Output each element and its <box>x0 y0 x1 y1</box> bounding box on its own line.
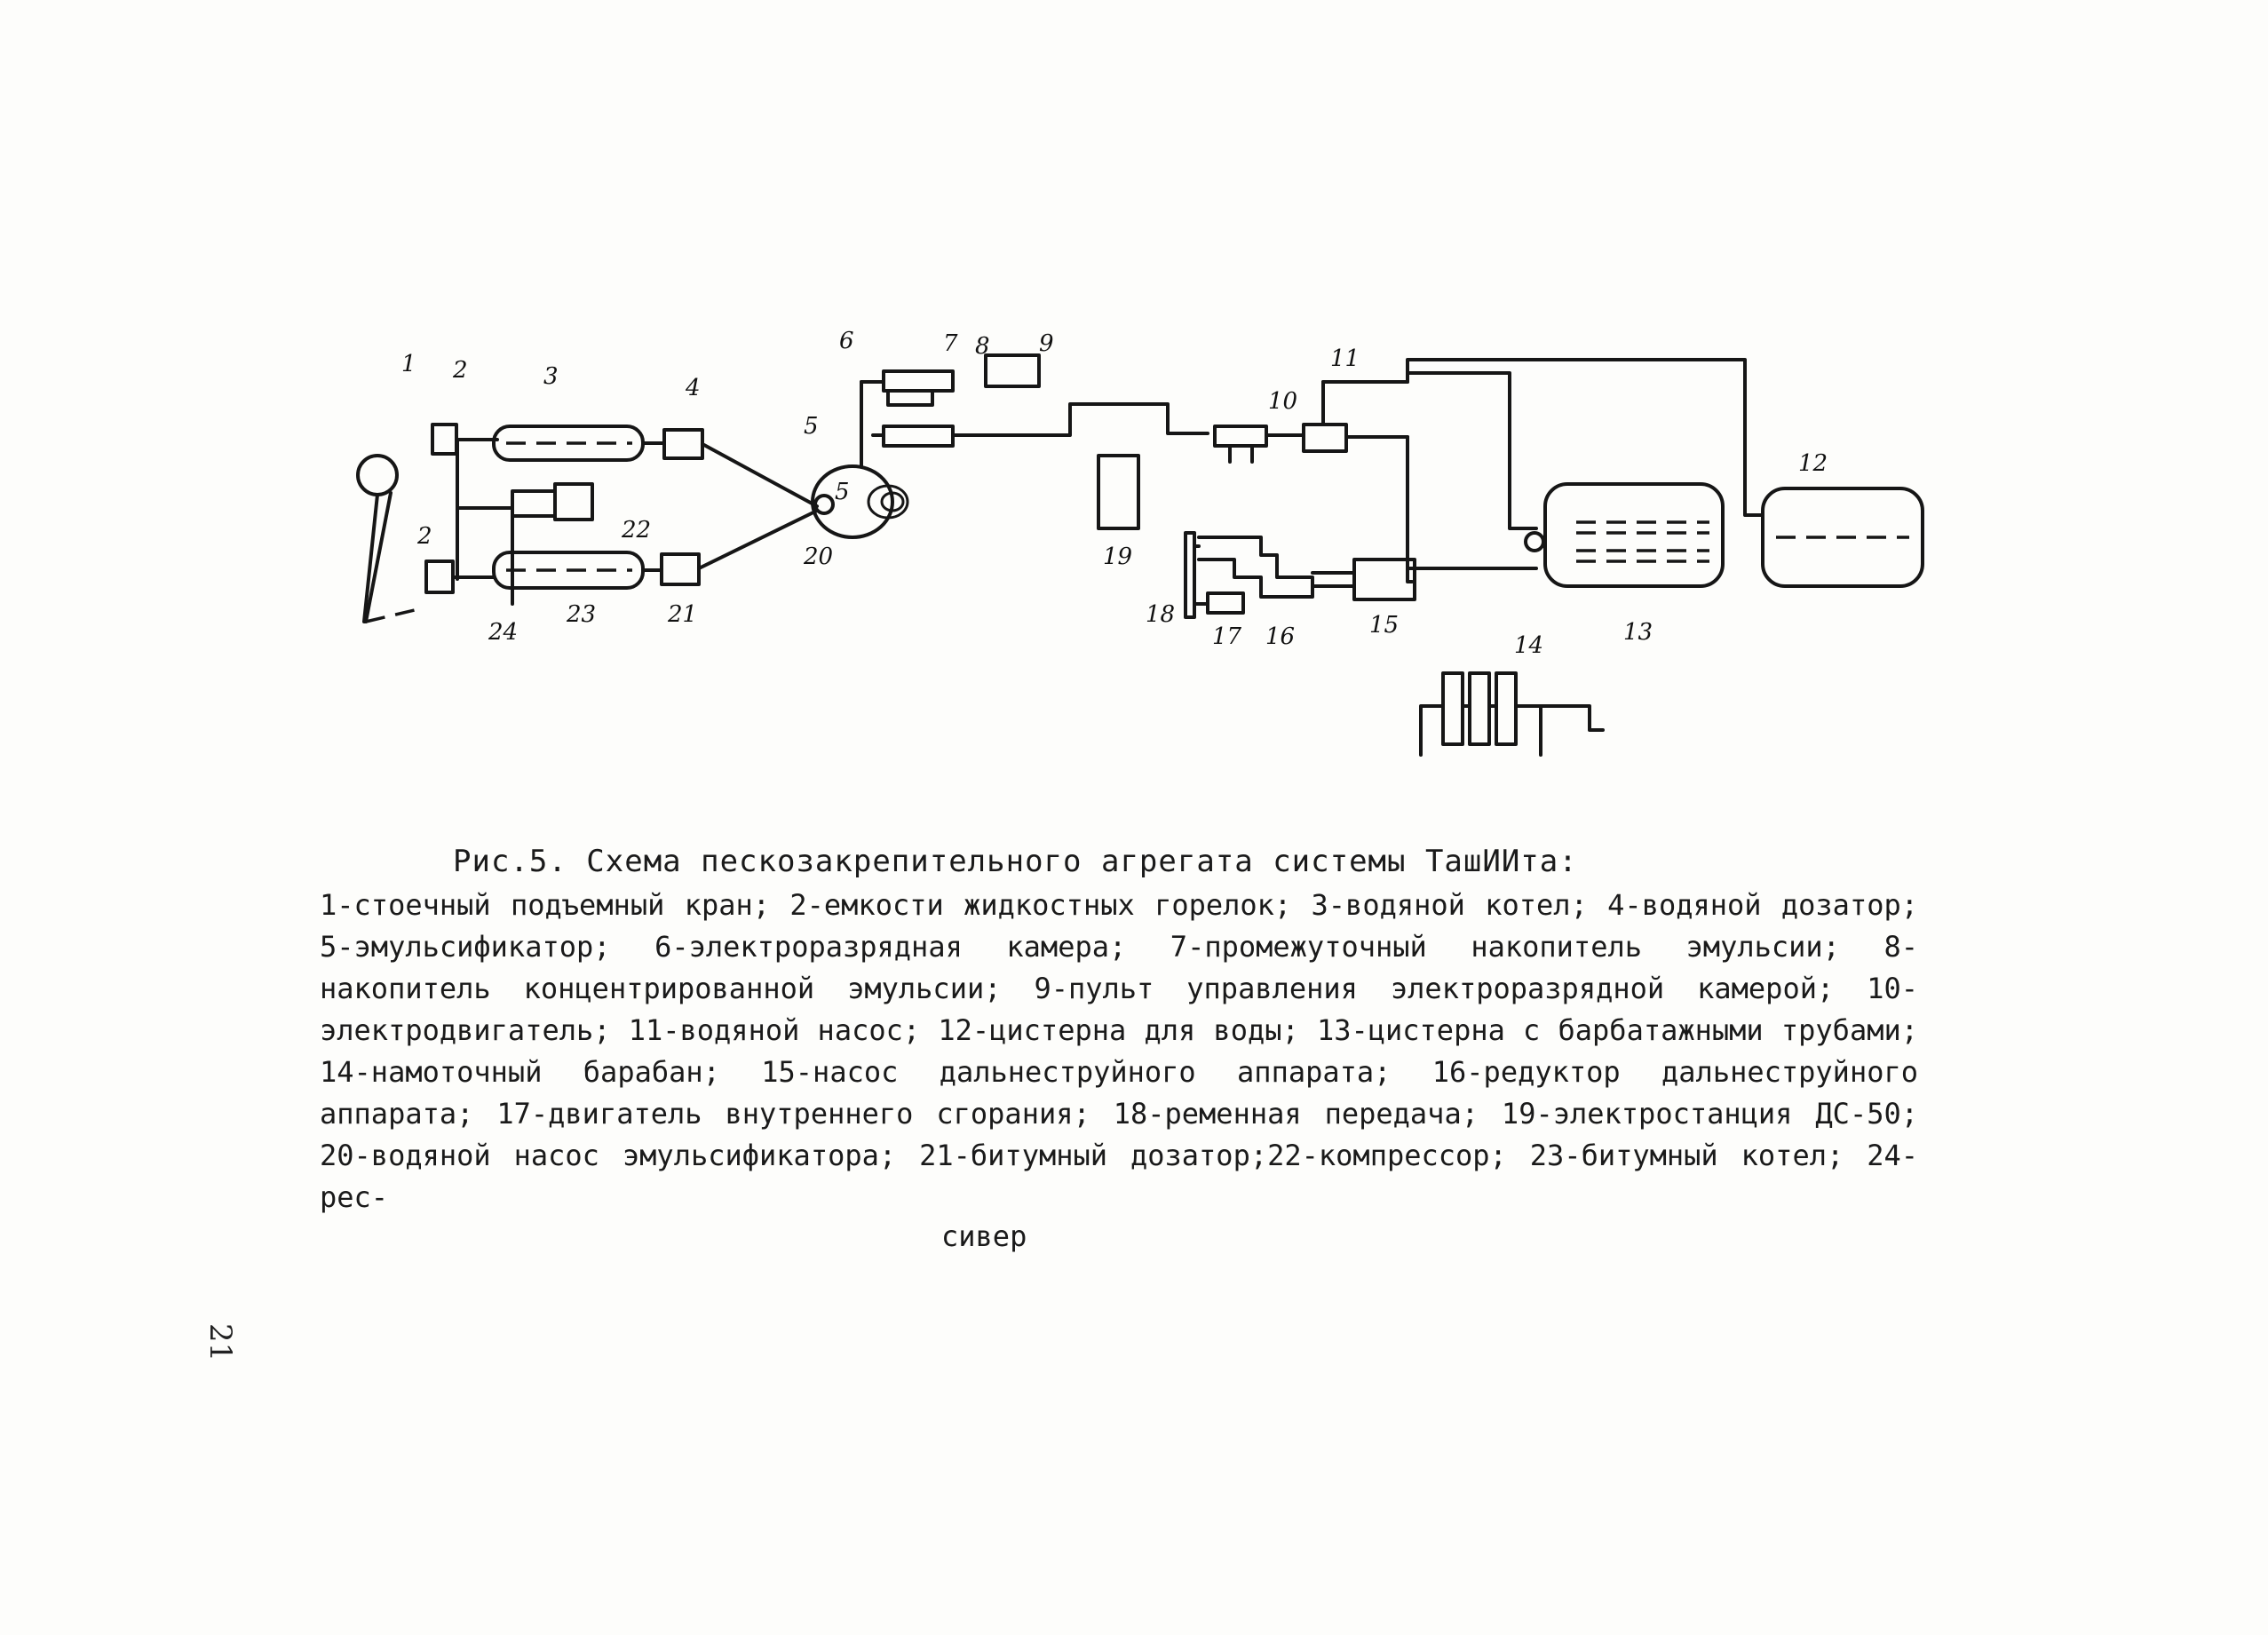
ice-engine-17 <box>1208 593 1243 613</box>
winding-drum-14 <box>1421 673 1603 755</box>
water-tank-12 <box>1763 488 1923 586</box>
label-7: 7 <box>943 330 958 357</box>
label-11: 11 <box>1330 345 1360 372</box>
burner-tank-2-top <box>432 425 456 454</box>
compressor-22-b <box>555 484 592 520</box>
bitumen-doser-21 <box>662 554 699 584</box>
label-13: 13 <box>1623 619 1653 646</box>
reducer-16 <box>1199 537 1312 597</box>
water-pump-11 <box>1304 425 1346 451</box>
page-number: 21 <box>202 1323 238 1362</box>
label-12: 12 <box>1798 450 1828 477</box>
label-14: 14 <box>1514 632 1544 659</box>
label-16: 16 <box>1265 623 1296 650</box>
label-8: 8 <box>975 333 990 360</box>
figure-caption <box>320 844 1918 1254</box>
label-4: 4 <box>686 375 701 401</box>
concentrate-storage-8 <box>884 426 953 446</box>
control-panel-9 <box>986 355 1039 386</box>
label-1: 1 <box>401 351 416 377</box>
label-2a: 2 <box>453 357 468 384</box>
label-10: 10 <box>1268 388 1298 415</box>
electric-motor-10 <box>1215 426 1266 462</box>
compressor-22-a <box>512 491 555 516</box>
emulsifier-5 <box>813 466 908 537</box>
far-jet-pump-15 <box>1354 560 1415 599</box>
discharge-chamber-6 <box>888 391 932 405</box>
caption-title: Рис.5. Схема пескозакрепительного агрегата системы ТашИИта: <box>453 844 1578 879</box>
label-17: 17 <box>1212 623 1242 650</box>
burner-tank-2-bottom <box>426 561 453 592</box>
crane-1 <box>358 456 422 622</box>
intermediate-storage-7 <box>884 371 953 391</box>
label-3: 3 <box>543 363 559 390</box>
label-23: 23 <box>567 601 597 628</box>
label-22: 22 <box>622 517 652 544</box>
label-9: 9 <box>1039 330 1054 357</box>
label-5a: 5 <box>804 413 819 440</box>
label-2b: 2 <box>417 523 432 550</box>
power-station-19 <box>1098 456 1138 528</box>
label-6: 6 <box>839 328 854 354</box>
caption-legend-tail: сивер <box>941 1219 1027 1253</box>
label-21: 21 <box>668 601 698 628</box>
label-18: 18 <box>1146 601 1176 628</box>
barbotage-tank-13 <box>1526 484 1723 586</box>
water-doser-4 <box>664 430 702 458</box>
label-20: 20 <box>804 544 834 570</box>
label-5b: 5 <box>835 479 850 505</box>
caption-legend: 1-стоечный подъемный кран; 2-емкости жидкостных горелок; 3-водяной котел; 4-водяной дозатор; 5-эмульсификатор; 6-электроразрядная камера; 7-промежуточный накопитель эмульсии; 8-накопитель концентрированной эмульсии; 9-пульт управления электроразрядной камерой; 10-электродвигатель; 11-водяной насос; 12-цистерна для воды; 13-цистерна с барбатажными трубами; 14-намоточный барабан; 15-насос дальнеструйного аппарата; 16-редуктор дальнеструйного аппарата; 17-двигатель внутреннего сгорания; 18-ременная передача; 19-электростанция ДС-50; 20-водяной насос эмульсификатора; 21-битумный дозатор;22-компрессор; 23-битумный котел; 24-рес- <box>320 888 1918 1214</box>
label-19: 19 <box>1103 544 1133 570</box>
label-24: 24 <box>488 619 519 646</box>
label-15: 15 <box>1369 612 1400 639</box>
